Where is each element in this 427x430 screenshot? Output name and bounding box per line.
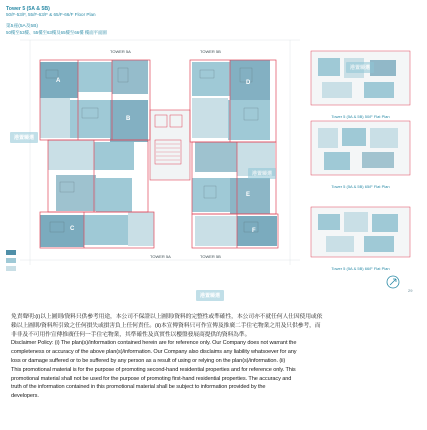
unit-label-d: D bbox=[246, 80, 251, 86]
tower-5a-label-top: TOWER 5A bbox=[110, 49, 131, 54]
legend-swatch bbox=[6, 258, 16, 263]
disclaimer-en-line: developers. bbox=[11, 393, 39, 400]
watermark bbox=[346, 62, 374, 73]
key-plan-66f-drawing bbox=[308, 204, 413, 260]
tower-5b-label-top: TOWER 5B bbox=[200, 49, 221, 54]
watermark-text: 港置臻選 bbox=[200, 293, 221, 299]
disclaimer-en-line: This promotional material is for the purpose of promoting second-hand residential properties and for reference only. This bbox=[11, 366, 296, 373]
north-arrow-icon bbox=[386, 275, 400, 289]
disclaimer-zh-line: 非非及不可用作宣傳推廣任何一手住宅物業，其準確性及真實性以樓盤發展商提供的資料為準。 bbox=[11, 331, 251, 338]
disclaimer-en-line: truth of the information contained in this promotional material shall be subject to information provided by the bbox=[11, 384, 266, 391]
plan-legend bbox=[6, 250, 66, 274]
key-plan-65f-label: Tower 5 (5A & 5B) 65/F Flat Plan bbox=[331, 184, 390, 189]
disclaimer-zh-line: 免責聲明:(i)以上圖則/資料只供參考用途，本公司不保證以上圖則/資料的完整性或準確性，本公司亦不就任何人仕因使用或依 bbox=[11, 314, 323, 320]
unit-label-a: A bbox=[56, 78, 61, 84]
legend-swatch bbox=[6, 266, 16, 271]
disclaimer-zh-line: 賴以上圖則/資料所引致之任何損失或損害負上任何責任。(ii)本宣傳資料只可作宣傳及推廣二手住宅物業之用及只供參考，而 bbox=[11, 322, 321, 329]
page-number: 29 bbox=[408, 288, 413, 293]
tower-5a-block bbox=[40, 60, 154, 247]
key-plan-65f bbox=[308, 118, 413, 189]
unit-label-b: B bbox=[126, 116, 131, 122]
key-plan-50f bbox=[308, 48, 413, 119]
legend-item bbox=[6, 250, 66, 255]
legend-swatch bbox=[6, 250, 16, 255]
watermark-text: 港置臻選 bbox=[14, 135, 35, 141]
unit-label-f: F bbox=[252, 228, 256, 234]
legend-item bbox=[6, 258, 66, 263]
key-plan-66f bbox=[308, 204, 413, 271]
watermark bbox=[248, 168, 276, 179]
disclaimer-en-line: promotional material shall not be used for the purpose of promoting first-hand residential properties. The accuracy and bbox=[11, 375, 292, 382]
tower-5a-label-bottom: TOWER 5A bbox=[150, 254, 171, 259]
tower-floors-zh: 50樓至53樓、55樓至63樓及65樓至66樓 樓面平面圖 bbox=[6, 30, 107, 36]
tower-title-zh: 第5座(5A及5B) bbox=[6, 24, 38, 30]
key-plan-50f-label: Tower 5 (5A & 5B) 50/F Flat Plan bbox=[331, 114, 390, 119]
key-plan-66f-label: Tower 5 (5A & 5B) 66/F Flat Plan bbox=[331, 266, 390, 271]
key-plan-65f-drawing bbox=[308, 118, 413, 178]
disclaimer bbox=[11, 313, 416, 401]
legend-item bbox=[6, 266, 66, 271]
tower-5b-label-bottom: TOWER 5B bbox=[200, 254, 221, 259]
unit-label-c: C bbox=[70, 226, 75, 232]
tower-title: Tower 5 (5A & 5B) bbox=[6, 6, 50, 12]
disclaimer-en-line: completeness or accuracy of the above plan(s)/information. Our Company also disclaims any liability whatsoever for any bbox=[11, 349, 297, 356]
tower-floors: 50/F-53/F, 55/F-63/F & 65/F-66/F Floor Plan bbox=[6, 12, 96, 18]
tower-5b-block bbox=[192, 60, 277, 246]
disclaimer-en-line: loss or damage suffered or to be suffered by any person as a result of using or relying on the plan(s)/information. (ii) bbox=[11, 357, 286, 364]
watermark bbox=[196, 290, 224, 301]
watermark-text: 港置臻選 bbox=[350, 65, 371, 71]
watermark-text: 港置臻選 bbox=[252, 171, 273, 177]
central-core bbox=[150, 110, 190, 180]
disclaimer-en-line: Disclaimer Policy: (i) The plan(s)/information contained herein are for reference only. Our Company does not warrant the bbox=[11, 340, 297, 347]
key-plan-50f-drawing bbox=[308, 48, 413, 108]
watermark bbox=[10, 132, 38, 143]
unit-label-e: E bbox=[246, 192, 251, 198]
